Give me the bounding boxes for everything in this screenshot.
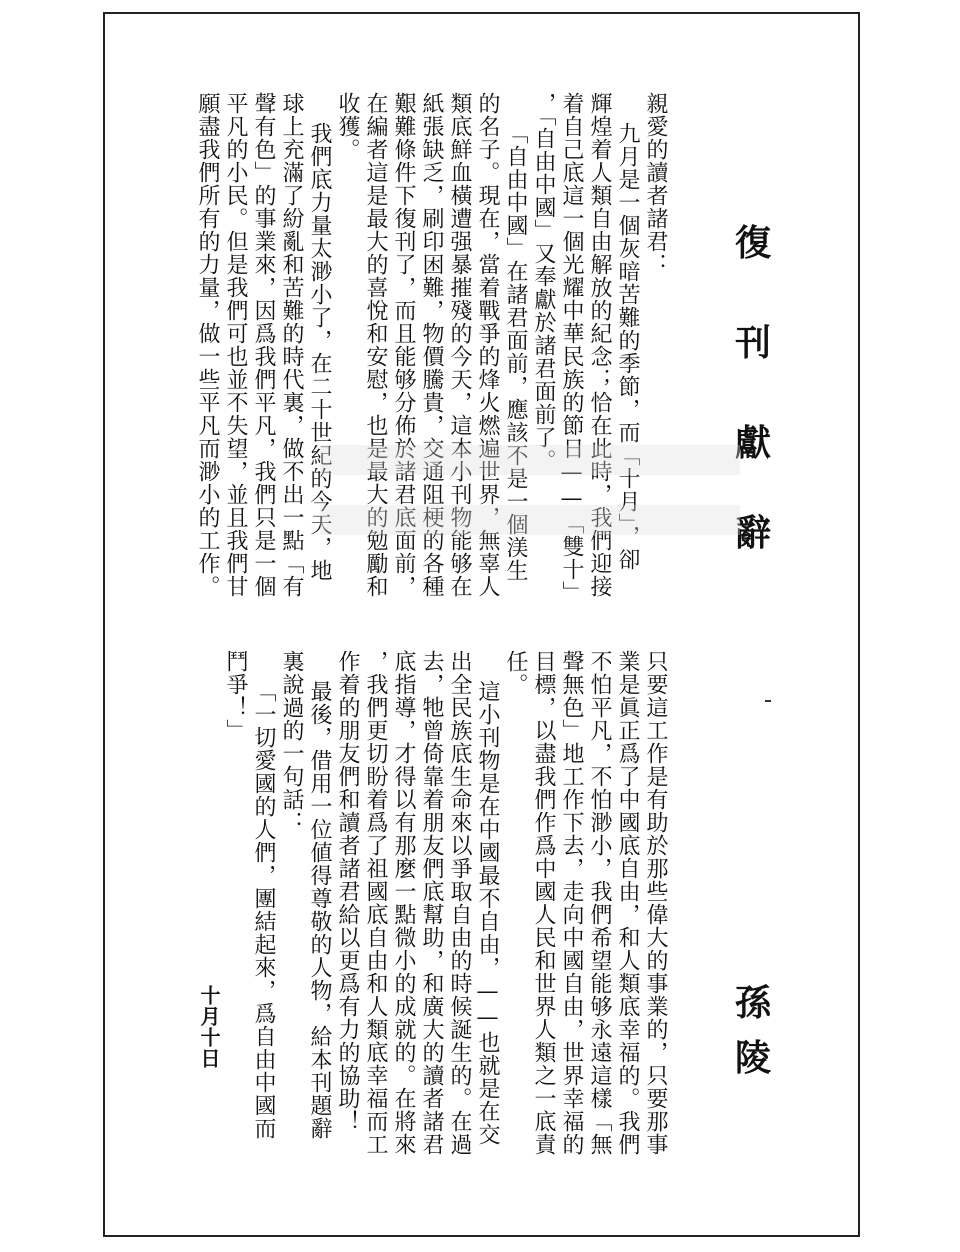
text-column: ，「自由中國」又奉獻於諸君面前了。 bbox=[531, 92, 556, 472]
text-column: 聲有色」的事業來，因爲我們平凡，我們只是一個 bbox=[251, 92, 276, 598]
text-column: 平凡的小民。但是我們可也並不失望，並且我們甘 bbox=[223, 92, 248, 598]
text-column: 裏說過的一句話： bbox=[279, 650, 304, 834]
text-column: 不怕平凡，不怕渺小，我們希望能够永遠這樣「無 bbox=[587, 650, 612, 1156]
text-column: 「自由中國」在諸君面前，應該不是一個渼生 bbox=[503, 122, 528, 582]
title-char-1: 復 bbox=[735, 222, 772, 264]
text-column: 九月是一個灰暗苦難的季節，而「十月」，卻 bbox=[615, 122, 640, 571]
text-column: 「一切愛國的人們，團結起來，爲自由中國而 bbox=[251, 680, 276, 1140]
text-column: 球上充滿了紛亂和苦難的時代裏，做不出一點「有 bbox=[279, 92, 304, 598]
text-column: 目標，以盡我們作爲中國人民和世界人類之一底責 bbox=[531, 650, 556, 1156]
text-column: 着自己底這一個光耀中華民族的節日——「雙十」 bbox=[559, 92, 584, 604]
scan-smudge bbox=[320, 445, 740, 475]
text-column: 親愛的讀者諸君： bbox=[643, 92, 668, 276]
text-column: 任。 bbox=[503, 650, 528, 696]
text-column: 底指導，才得以有那麼一點微小的成就的。在將來 bbox=[391, 650, 416, 1156]
text-column: ，我們更切盼着爲了祖國底自由和人類底幸福而工 bbox=[363, 650, 388, 1156]
text-column: 願盡我們所有的力量，做一些平凡而渺小的工作。 bbox=[195, 92, 220, 598]
text-column: 在編者這是最大的喜悅和安慰，也是最大的勉勵和 bbox=[363, 92, 388, 598]
text-column: 紙張缺乏，刷印困難，物價騰貴，交通阻梗的各種 bbox=[419, 92, 444, 598]
text-column: 鬥爭！」 bbox=[223, 650, 248, 742]
divider-mark bbox=[765, 700, 771, 702]
text-column: 最後，借用一位値得尊敬的人物，給本刊題辭 bbox=[307, 680, 332, 1140]
text-column: 收獲。 bbox=[335, 92, 360, 161]
text-column: 聲無色」地工作下去，走向中國自由，世界幸福的 bbox=[559, 650, 584, 1156]
scan-smudge bbox=[320, 505, 740, 535]
text-column: 只要這工作是有助於那些偉大的事業的，只要那事 bbox=[643, 650, 668, 1156]
text-column: 我們底力量太渺小了，在二十世紀的今天，地 bbox=[307, 122, 332, 582]
text-column: 的名子。現在，當着戰爭的烽火燃遍世界，無辜人 bbox=[475, 92, 500, 598]
text-column: 作着的朋友們和讀者諸君給以更爲有力的協助！ bbox=[335, 650, 360, 1133]
text-column: 出全民族底生命來以爭取自由的時候誕生的。在過 bbox=[447, 650, 472, 1156]
date-label: 十月十日 bbox=[197, 985, 221, 1069]
title-char-4: 辭 bbox=[735, 512, 772, 554]
text-column: 去，牠曾倚靠着朋友們底幫助，和廣大的讀者諸君 bbox=[419, 650, 444, 1156]
title-char-2: 刊 bbox=[735, 322, 772, 364]
text-column: 輝煌着人類自由解放的紀念；恰在此時，我們迎接 bbox=[587, 92, 612, 598]
text-column: 這小刊物是在中國最不自由，——也就是在交 bbox=[475, 680, 500, 1146]
text-column: 艱難條件下復刊了，而且能够分佈於諸君底面前， bbox=[391, 92, 416, 598]
author-char-2: 陵 bbox=[735, 1037, 772, 1079]
author-char-1: 孫 bbox=[735, 982, 772, 1024]
title-char-3: 獻 bbox=[735, 422, 772, 464]
text-column: 類底鮮血橫遭强暴摧殘的今天，這本小刊物能够在 bbox=[447, 92, 472, 598]
text-column: 業是眞正爲了中國底自由，和人類底幸福的。我們 bbox=[615, 650, 640, 1156]
